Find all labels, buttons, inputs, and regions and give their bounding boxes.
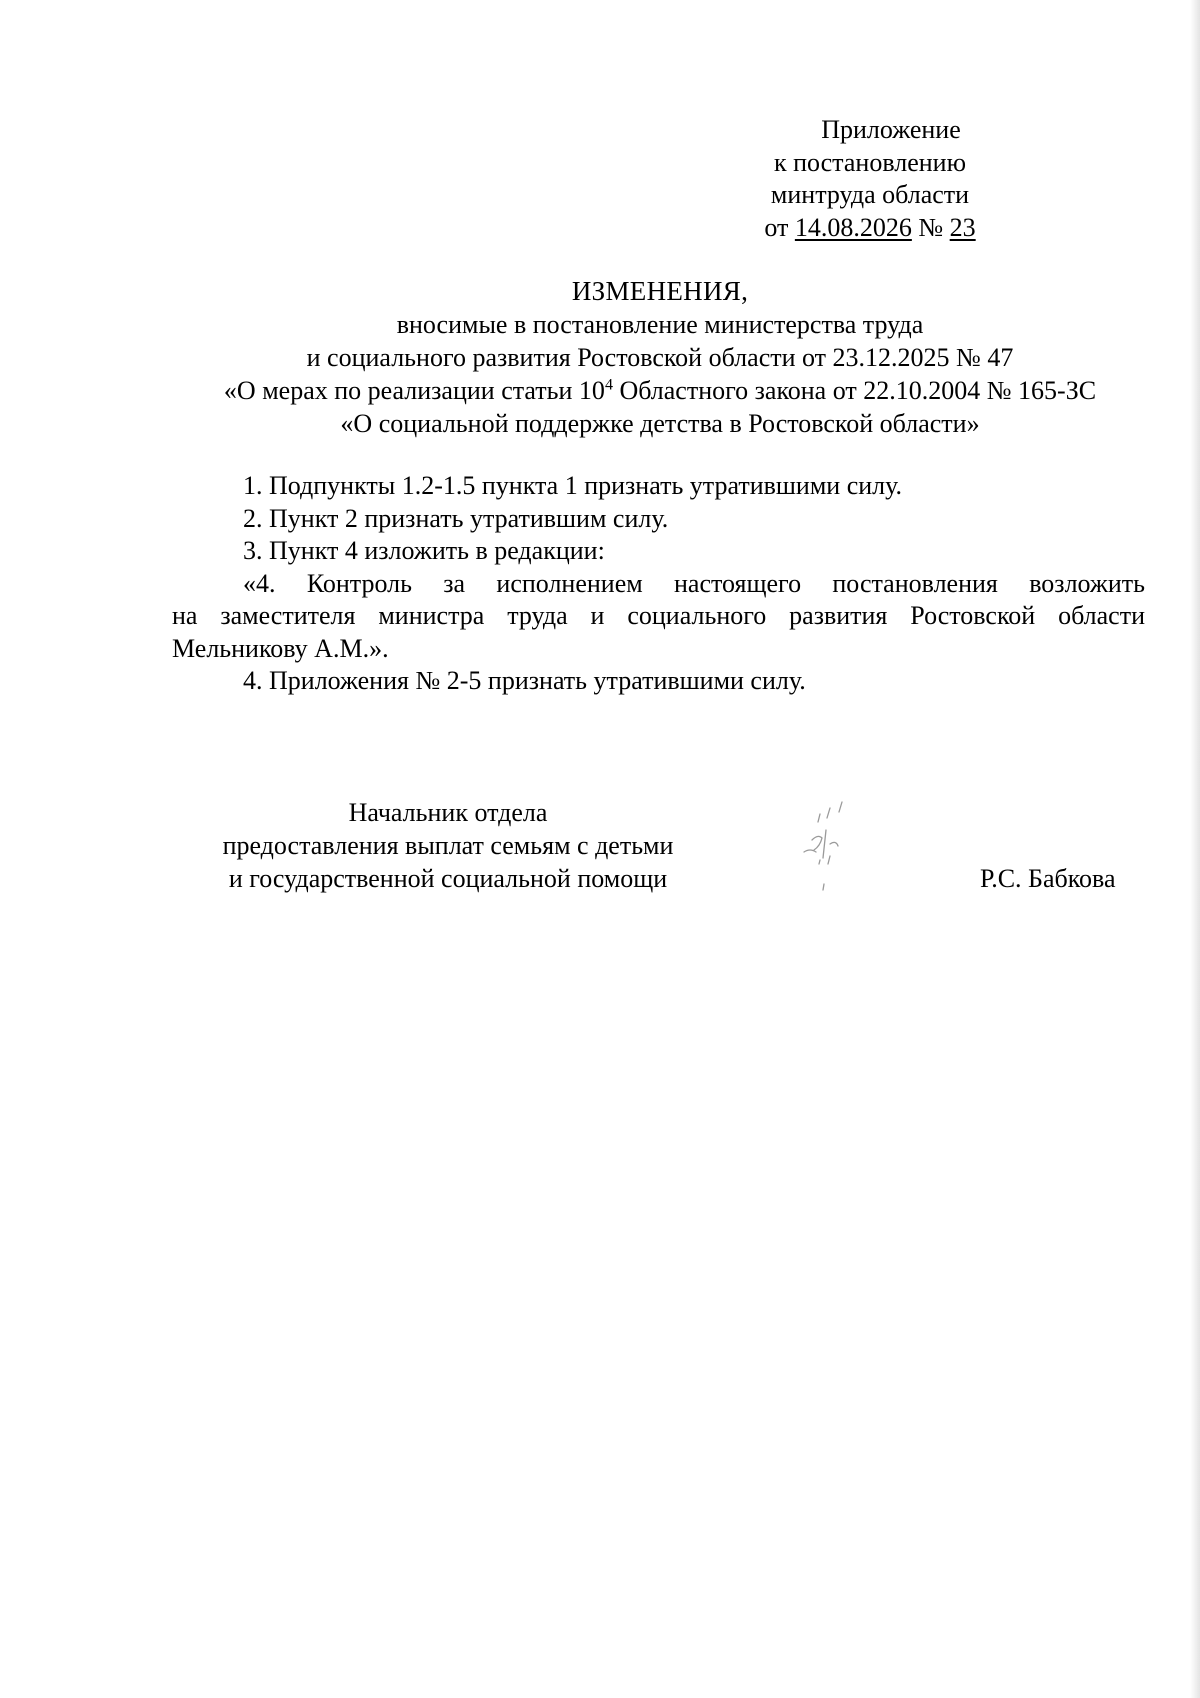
signer-position (198, 796, 698, 895)
appendix-date: 14.08.2026 (794, 212, 912, 242)
document-heading: ИЗМЕНЕНИЯ, (571, 276, 749, 306)
item-2: 2. Пункт 2 признать утратившим силу. (243, 503, 669, 533)
page-edge-shadow (1190, 0, 1200, 1698)
title-line-3 (0, 374, 1200, 407)
signer-position-line-1: Начальник отдела (348, 798, 548, 827)
document-title-block (0, 275, 1200, 440)
item-3-quote-line-2: на заместителя министра труда и социального развития Ростовской области (172, 601, 1145, 630)
signer-name: Р.С. Бабкова (980, 864, 1116, 893)
document-body (172, 470, 1145, 698)
title-line-1: вносимые в постановление министерства труда (396, 310, 924, 339)
appendix-date-prefix: от (764, 212, 795, 242)
item-3-quote-line-3: Мельникову А.М.». (172, 633, 389, 663)
title-line-3-part-2: Областного закона от 22.10.2004 № 165-ЗС (612, 376, 1097, 405)
item-3: 3. Пункт 4 изложить в редакции: (243, 536, 605, 565)
title-line-3-part-1: «О мерах по реализации статьи 10 (223, 376, 605, 405)
appendix-line-2: к постановлению (773, 147, 967, 177)
appendix-header (764, 114, 1160, 244)
item-1: 1. Подпункты 1.2-1.5 пункта 1 признать утратившими силу. (243, 471, 903, 500)
title-superscript: 4 (604, 376, 613, 394)
signer-position-line-3: и государственной социальной помощи (228, 864, 668, 893)
item-3-quote-line-1: «4. Контроль за исполнением настоящего постановления возложить (243, 568, 1145, 598)
handwritten-signature-image (790, 800, 870, 895)
signer-position-line-2: предоставления выплат семьям с детьми (222, 831, 674, 860)
appendix-number-prefix: № (911, 212, 950, 242)
appendix-line-1: Приложение (821, 115, 961, 144)
item-3-quote (172, 568, 1145, 666)
appendix-date-line (695, 212, 1045, 245)
title-line-2: и социального развития Ростовской области от 23.12.2025 № 47 (306, 343, 1014, 372)
appendix-number: 23 (949, 212, 976, 242)
appendix-line-3: минтруда области (770, 180, 970, 209)
title-line-4: «О социальной поддержке детства в Ростовской области» (340, 409, 980, 438)
item-4: 4. Приложения № 2-5 признать утратившими силу. (243, 666, 806, 695)
